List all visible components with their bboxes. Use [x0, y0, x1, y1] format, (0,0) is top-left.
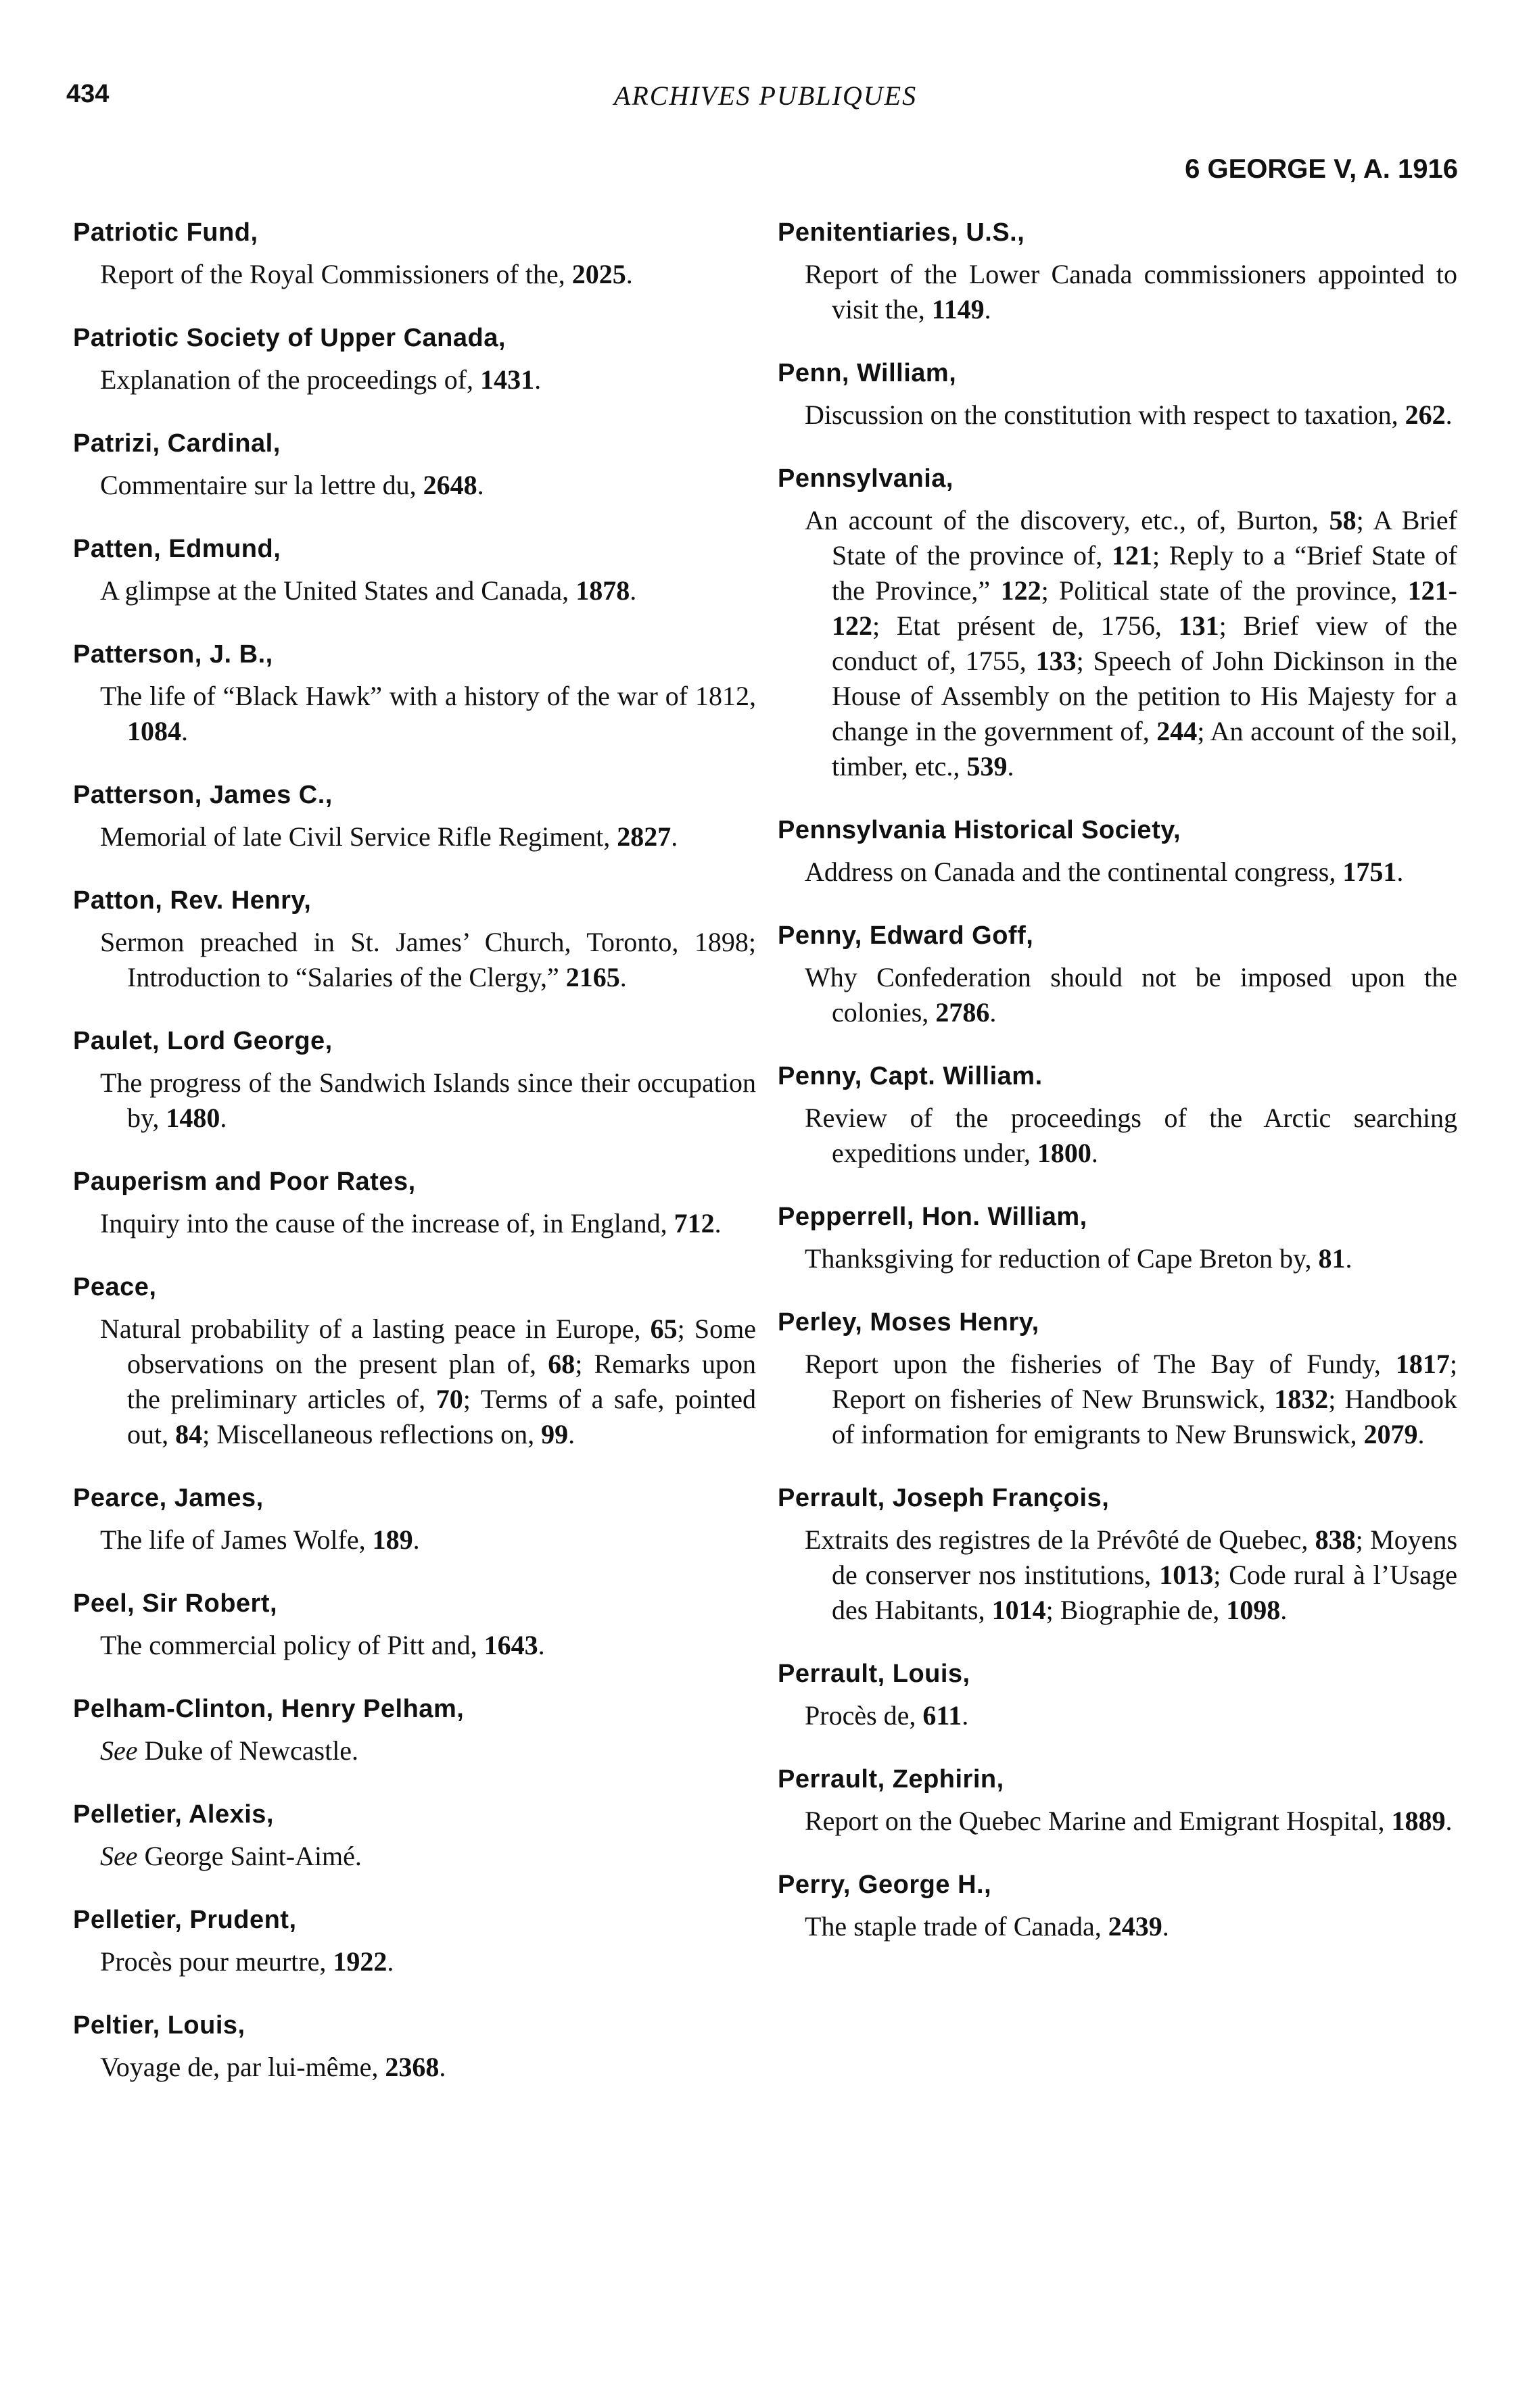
page-reference: 2786: [935, 997, 990, 1028]
index-entry: [778, 1762, 1457, 1839]
entry-text-segment: Inquiry into the cause of the increase of, in England,: [100, 1208, 674, 1238]
index-entry: [73, 426, 756, 503]
entry-text-segment: .: [714, 1208, 722, 1238]
entry-text-segment: .: [1445, 1806, 1453, 1836]
entry-text-segment: ; Etat présent de, 1756,: [872, 610, 1179, 641]
page-reference: 121: [1111, 540, 1152, 571]
entry-text-segment: ; Handbook of information for emigrants to New Brunswick,: [832, 1384, 1457, 1449]
entry-heading: Pelletier, Alexis,: [73, 1800, 274, 1829]
page-reference: 131: [1178, 610, 1219, 641]
entry-text-segment: The commercial policy of Pitt and,: [100, 1630, 484, 1660]
entry-heading: Pelletier, Prudent,: [73, 1906, 297, 1934]
page-reference: 2648: [423, 470, 477, 500]
entry-text: [778, 257, 1457, 327]
page-reference: 1149: [931, 294, 985, 324]
entry-text-segment: .: [619, 962, 627, 992]
index-entry: [778, 356, 1457, 433]
entry-text-segment: ; Biographie de,: [1045, 1595, 1227, 1625]
index-entry: [73, 1691, 756, 1768]
entry-text-segment: .: [630, 575, 637, 606]
entry-text-segment: .: [439, 2052, 446, 2082]
entry-text-segment: .: [477, 470, 484, 500]
page-reference: 1643: [484, 1630, 538, 1660]
entry-heading: Patterson, James C.,: [73, 781, 333, 809]
page-reference: 84: [175, 1419, 203, 1449]
entry-heading: Perrault, Zephirin,: [778, 1765, 1004, 1793]
entry-heading: Peel, Sir Robert,: [73, 1589, 278, 1618]
entry-text-segment: .: [181, 716, 188, 746]
page-reference: 611: [922, 1700, 962, 1731]
entry-text: [73, 2050, 756, 2085]
entry-text: [73, 362, 756, 398]
entry-text-segment: ; A Brief State of the province of,: [832, 505, 1457, 571]
page-reference: 1800: [1037, 1138, 1091, 1168]
entry-text: [73, 1065, 756, 1136]
entry-heading: Patriotic Society of Upper Canada,: [73, 324, 506, 352]
entry-text-segment: Procès de,: [805, 1700, 923, 1731]
entry-text: [778, 1241, 1457, 1276]
entry-text-segment: ; Miscellaneous reflections on,: [202, 1419, 542, 1449]
index-entry: [73, 531, 756, 608]
page-reference: 2079: [1363, 1419, 1418, 1449]
entry-text-segment: Report on the Quebec Marine and Emigrant Hospital,: [805, 1806, 1392, 1836]
see-reference: See: [100, 1735, 138, 1766]
entry-text-segment: Procès pour meurtre,: [100, 1946, 333, 1977]
page-reference: 2025: [571, 259, 626, 289]
entry-text-segment: .: [1280, 1595, 1288, 1625]
entry-text: [778, 960, 1457, 1030]
entry-heading: Patten, Edmund,: [73, 535, 281, 563]
entry-text-segment: .: [1091, 1138, 1098, 1168]
entry-heading: Pauperism and Poor Rates,: [73, 1167, 416, 1196]
page-reference: 1889: [1391, 1806, 1446, 1836]
index-entry: [778, 1480, 1457, 1628]
entry-text-segment: ; Speech of John Dickinson in the House of Assembly on the petition to His Majesty for a change in the government of,: [832, 646, 1457, 746]
entry-text-segment: .: [626, 259, 633, 289]
entry-text-segment: The life of “Black Hawk” with a history of the war of 1812,: [100, 681, 756, 711]
entry-text-segment: Natural probability of a lasting peace in Europe,: [100, 1314, 651, 1344]
entry-text-segment: Voyage de, par lui-même,: [100, 2052, 385, 2082]
entry-text-segment: The life of James Wolfe,: [100, 1524, 373, 1555]
entry-text-segment: .: [220, 1103, 227, 1133]
entry-heading: Pelham-Clinton, Henry Pelham,: [73, 1695, 465, 1723]
entry-text-segment: ; Remarks upon the preliminary articles of,: [127, 1349, 756, 1414]
entry-text: [778, 1698, 1457, 1733]
entry-text-segment: Address on Canada and the continental congress,: [805, 857, 1343, 887]
entry-text-segment: .: [1396, 857, 1404, 887]
page-reference: 1480: [166, 1103, 220, 1133]
entry-text: [73, 819, 756, 854]
index-entry: [73, 1270, 756, 1452]
entry-heading: Paulet, Lord George,: [73, 1027, 333, 1055]
page-reference: 1014: [991, 1595, 1046, 1625]
entry-heading: Perrault, Joseph François,: [778, 1484, 1110, 1512]
page-reference: 99: [541, 1419, 569, 1449]
running-title: ARCHIVES PUBLIQUES: [613, 80, 918, 111]
entry-text-segment: Thanksgiving for reduction of Cape Breton by,: [805, 1243, 1319, 1274]
entry-text: [73, 1733, 756, 1768]
entry-text-segment: ; An account of the soil, timber, etc.,: [832, 716, 1457, 781]
entry-text-segment: An account of the discovery, etc., of, Burton,: [805, 505, 1329, 535]
index-entry: [778, 918, 1457, 1030]
entry-text-segment: .: [989, 997, 997, 1028]
entry-heading: Patriotic Fund,: [73, 218, 258, 247]
entry-heading: Pennsylvania,: [778, 464, 953, 493]
page-reference: 65: [650, 1314, 678, 1344]
page-header: [0, 80, 1531, 184]
entry-text: [73, 1311, 756, 1452]
entry-text-segment: ; Code rural à l’Usage des Habitants,: [832, 1560, 1457, 1625]
page-reference: 70: [435, 1384, 463, 1414]
page-reference: 1878: [575, 575, 630, 606]
page-reference: 2827: [617, 821, 672, 852]
page-number: 434: [66, 80, 110, 108]
entry-heading: Peltier, Louis,: [73, 2011, 245, 2040]
page-reference: 58: [1329, 505, 1357, 535]
page-reference: 712: [674, 1208, 715, 1238]
entry-heading: Patterson, J. B.,: [73, 640, 273, 669]
entry-text-segment: .: [671, 821, 678, 852]
index-entry: [73, 883, 756, 995]
page-reference: 539: [966, 751, 1008, 781]
index-entry: [73, 1586, 756, 1663]
index-entry: [73, 1024, 756, 1136]
page-reference: 121-122: [832, 575, 1457, 641]
index-entry: [778, 1656, 1457, 1733]
index-entry: [73, 215, 756, 292]
entry-text: [73, 573, 756, 608]
entry-text: [73, 679, 756, 749]
page-reference: 2368: [385, 2052, 440, 2082]
entry-heading: Peace,: [73, 1273, 157, 1301]
entry-text: [73, 1206, 756, 1241]
entry-text-segment: Commentaire sur la lettre du,: [100, 470, 423, 500]
entry-text-segment: .: [534, 364, 542, 395]
entry-heading: Pepperrell, Hon. William,: [778, 1203, 1087, 1231]
entry-text-segment: .: [387, 1946, 394, 1977]
entry-text-segment: ; Some observations on the present plan of,: [127, 1314, 757, 1379]
session-label: 6 GEORGE V, A. 1916: [1185, 154, 1458, 184]
entry-text-segment: Report upon the fisheries of The Bay of Fundy,: [805, 1349, 1396, 1379]
index-entry: [778, 215, 1457, 327]
entry-text-segment: .: [538, 1630, 545, 1660]
entry-text: [778, 854, 1457, 890]
page-reference: 1922: [333, 1946, 387, 1977]
page-reference: 2439: [1108, 1911, 1162, 1942]
entry-text-segment: ; Brief view of the conduct of, 1755,: [832, 610, 1457, 676]
page-reference: 122: [1000, 575, 1041, 606]
entry-text-segment: Why Confederation should not be imposed upon the colonies,: [805, 962, 1457, 1028]
entry-text: [778, 398, 1457, 433]
page-reference: 1013: [1159, 1560, 1214, 1590]
index-entry: [73, 777, 756, 854]
entry-text-segment: ; Report on fisheries of New Brunswick,: [832, 1349, 1457, 1414]
entry-heading: Pearce, James,: [73, 1484, 264, 1512]
entry-text-segment: Report of the Lower Canada commissioners appointed to visit the,: [805, 259, 1457, 324]
entry-text-segment: .: [413, 1524, 420, 1555]
entry-text-segment: The staple trade of Canada,: [805, 1911, 1108, 1942]
entry-text: [73, 1522, 756, 1558]
entry-heading: Penny, Edward Goff,: [778, 921, 1034, 950]
index-entry: [778, 1867, 1457, 1944]
entry-text-segment: .: [1417, 1419, 1425, 1449]
entry-text-segment: Duke of Newcastle.: [137, 1735, 359, 1766]
entry-text: [778, 1804, 1457, 1839]
index-entry: [778, 461, 1457, 784]
entry-heading: Penn, William,: [778, 359, 957, 387]
entry-heading: Penitentiaries, U.S.,: [778, 218, 1025, 247]
page-reference: 133: [1035, 646, 1077, 676]
entry-heading: Penny, Capt. William.: [778, 1062, 1043, 1090]
page-reference: 1751: [1342, 857, 1397, 887]
entry-text-segment: Review of the proceedings of the Arctic searching expeditions under,: [805, 1103, 1457, 1168]
entry-text-segment: .: [962, 1700, 969, 1731]
index-entry: [778, 1305, 1457, 1452]
page-reference: 68: [548, 1349, 575, 1379]
index-entry: [73, 2008, 756, 2085]
see-reference: See: [100, 1841, 138, 1871]
entry-text: [778, 1347, 1457, 1452]
entry-text: [73, 1628, 756, 1663]
entry-text-segment: .: [568, 1419, 575, 1449]
entry-text-segment: .: [1345, 1243, 1352, 1274]
entry-text-segment: The progress of the Sandwich Islands since their occupation by,: [100, 1067, 756, 1133]
index-entry: [73, 637, 756, 749]
entry-text: [778, 1909, 1457, 1944]
entry-heading: Patton, Rev. Henry,: [73, 886, 312, 915]
entry-text: [778, 1522, 1457, 1628]
page-reference: 244: [1156, 716, 1198, 746]
page-reference: 1817: [1395, 1349, 1450, 1379]
entry-text: [73, 1944, 756, 1979]
entry-heading: Perley, Moses Henry,: [778, 1308, 1039, 1337]
index-column-left: [73, 215, 756, 2113]
entry-heading: Perrault, Louis,: [778, 1660, 970, 1688]
entry-text-segment: .: [984, 294, 991, 324]
entry-text-segment: Memorial of late Civil Service Rifle Regiment,: [100, 821, 617, 852]
entry-heading: Pennsylvania Historical Society,: [778, 816, 1181, 844]
index-entry: [778, 813, 1457, 890]
entry-text-segment: Sermon preached in St. James’ Church, Toronto, 1898; Introduction to “Salaries of the Clergy,”: [100, 927, 756, 992]
entry-text-segment: .: [1445, 400, 1453, 430]
page-reference: 262: [1405, 400, 1446, 430]
index-entry: [778, 1059, 1457, 1171]
entry-heading: Perry, George H.,: [778, 1871, 992, 1899]
entry-text-segment: Extraits des registres de la Prévôté de Quebec,: [805, 1524, 1315, 1555]
page-reference: 2165: [565, 962, 620, 992]
entry-text-segment: ; Terms of a safe, pointed out,: [127, 1384, 756, 1449]
entry-text-segment: ; Reply to a “Brief State of the Province,”: [832, 540, 1457, 606]
entry-text-segment: ; Political state of the province,: [1041, 575, 1408, 606]
entry-text-segment: Explanation of the proceedings of,: [100, 364, 481, 395]
page-reference: 189: [372, 1524, 413, 1555]
entry-text: [778, 1101, 1457, 1171]
entry-text: [73, 925, 756, 995]
entry-text-segment: George Saint-Aimé.: [137, 1841, 362, 1871]
index-entry: [73, 1797, 756, 1874]
page-reference: 1832: [1274, 1384, 1329, 1414]
index-column-right: [778, 215, 1457, 1973]
index-entry: [73, 1480, 756, 1558]
index-entry: [778, 1199, 1457, 1276]
entry-text: [73, 468, 756, 503]
entry-text: [73, 257, 756, 292]
entry-text-segment: Report of the Royal Commissioners of the,: [100, 259, 572, 289]
page-reference: 1084: [127, 716, 181, 746]
index-entry: [73, 1902, 756, 1979]
entry-text-segment: Discussion on the constitution with respect to taxation,: [805, 400, 1405, 430]
entry-text-segment: .: [1007, 751, 1014, 781]
page-reference: 1431: [480, 364, 535, 395]
entry-text-segment: A glimpse at the United States and Canada,: [100, 575, 576, 606]
page-reference: 81: [1318, 1243, 1346, 1274]
entry-text: [778, 503, 1457, 784]
entry-text: [73, 1839, 756, 1874]
index-entry: [73, 1164, 756, 1241]
entry-text-segment: ; Moyens de conserver nos institutions,: [832, 1524, 1458, 1590]
page-reference: 1098: [1226, 1595, 1281, 1625]
page-reference: 838: [1315, 1524, 1356, 1555]
index-entry: [73, 320, 756, 398]
entry-heading: Patrizi, Cardinal,: [73, 429, 281, 458]
entry-text-segment: .: [1162, 1911, 1169, 1942]
